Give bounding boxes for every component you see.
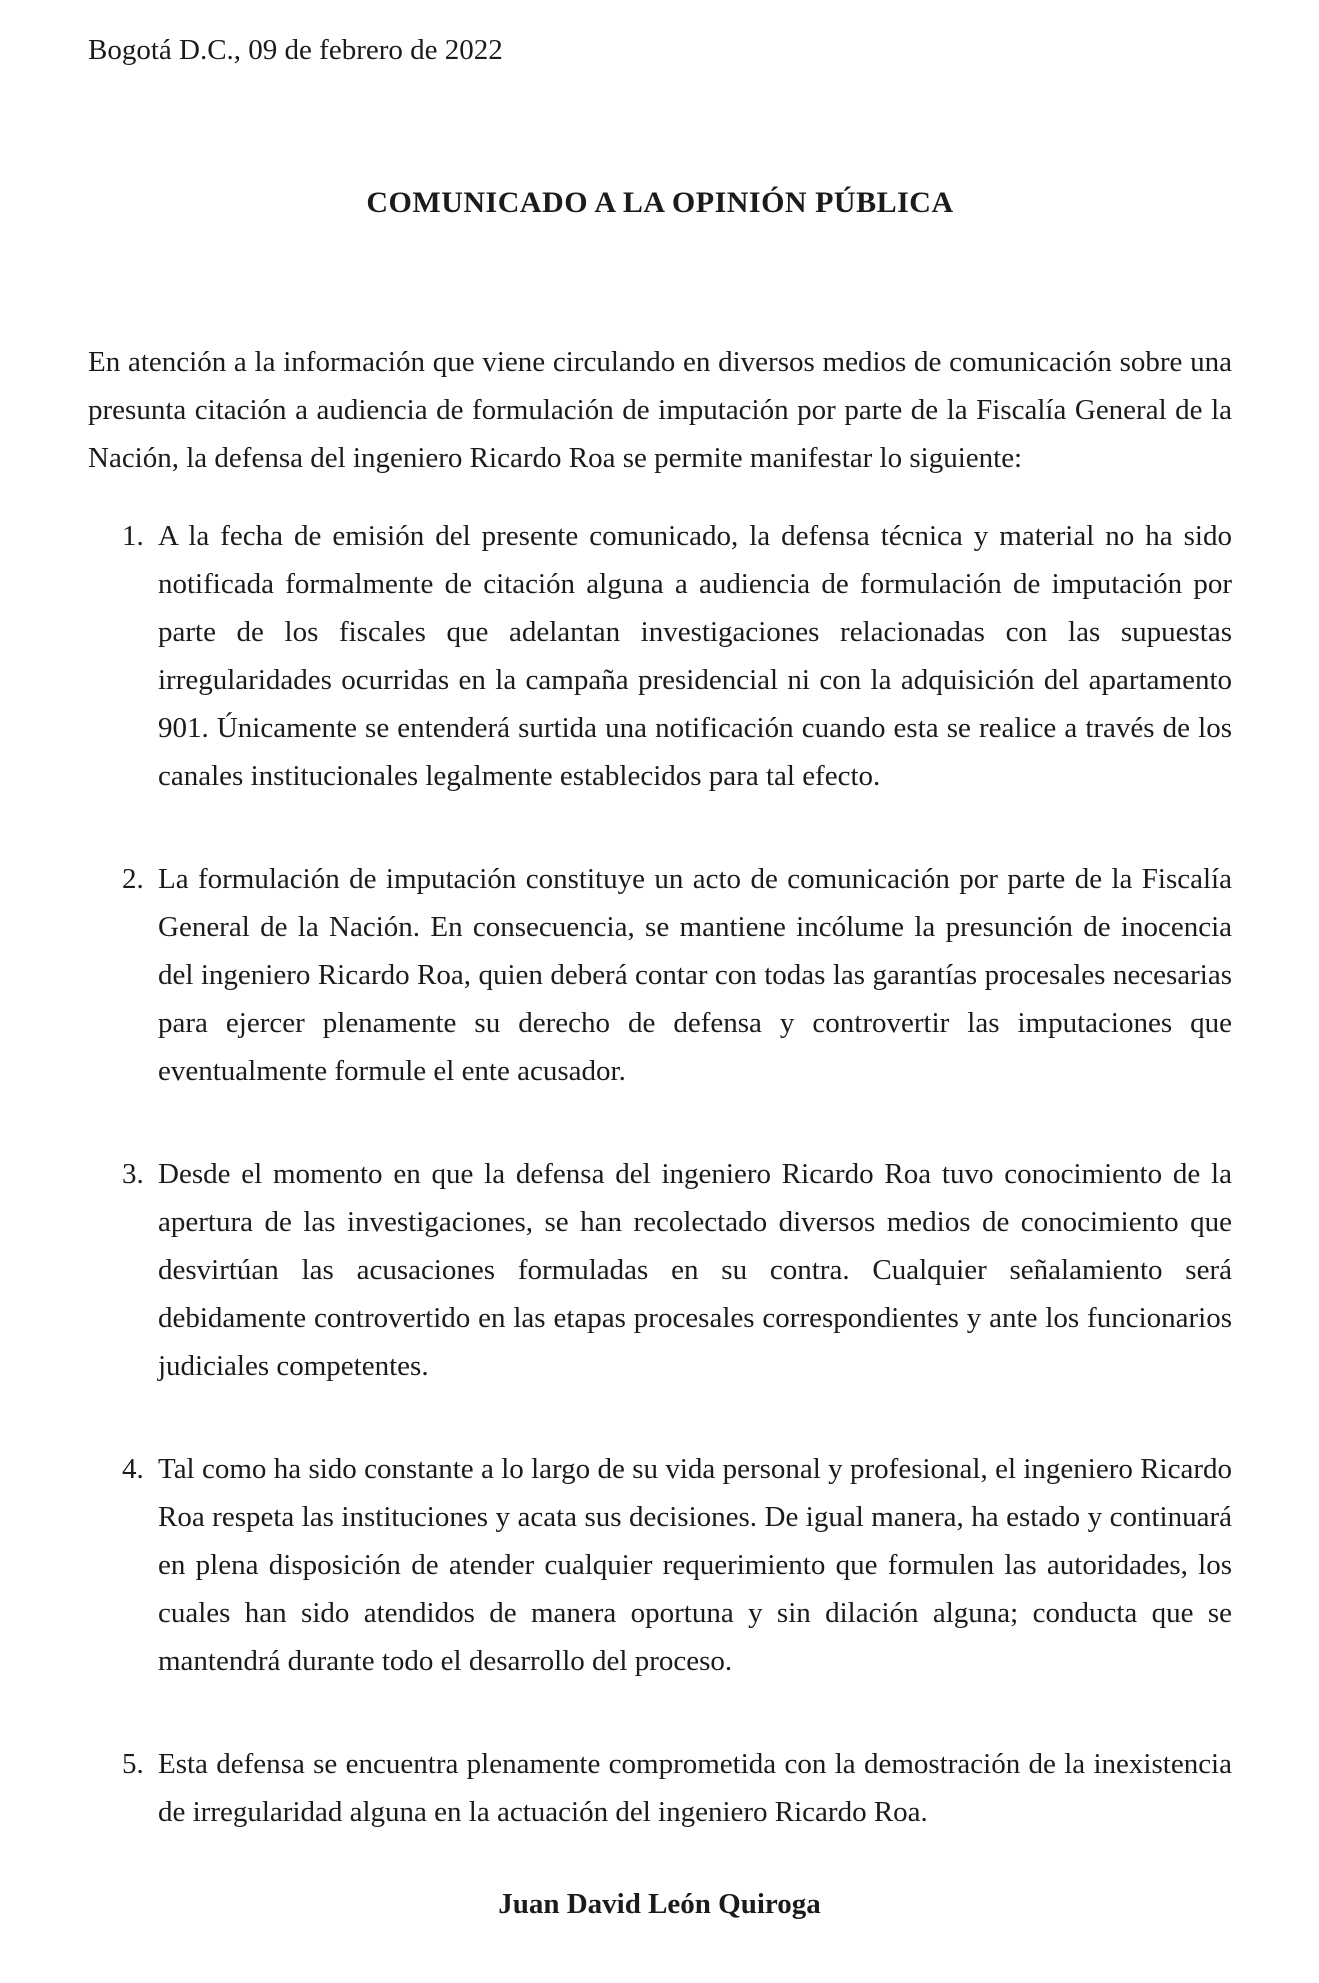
page-title: COMUNICADO A LA OPINIÓN PÚBLICA (366, 186, 954, 219)
intro-paragraph: En atención a la información que viene circulando en diversos medios de comunicación sobre una presunta citación a audiencia de formulación de imputación por parte de la Fiscalía General de la Nación, la defensa del ingeniero Ricardo Roa se permite manifestar lo siguiente: (88, 346, 1232, 474)
list-item-text: A la fecha de emisión del presente comunicado, la defensa técnica y material no ha sido notificada formalmente de citación alguna a audiencia de formulación de imputación por parte de los fiscales que adelantan investigaciones relacionadas con las supuestas irregularidades ocurridas en la campaña presidencial ni con la adquisición del apartamento 901. Únicamente se entenderá surtida una notificación cuando esta se realice a través de los canales institucionales legalmente establecidos para tal efecto. (158, 520, 1232, 792)
list-item (88, 1445, 1232, 1685)
date-line: Bogotá D.C., 09 de febrero de 2022 (88, 34, 503, 66)
list-item-number: 4. (122, 1453, 144, 1485)
signature-name: Juan David León Quiroga (498, 1888, 821, 1920)
list-item-number: 1. (122, 520, 144, 552)
list-item (88, 1150, 1232, 1390)
list-item (88, 855, 1232, 1095)
list-item-number: 2. (122, 863, 144, 895)
list-item-number: 3. (122, 1158, 144, 1190)
numbered-list (88, 512, 1232, 1836)
list-item-text: Desde el momento en que la defensa del ingeniero Ricardo Roa tuvo conocimiento de la apertura de las investigaciones, se han recolectado diversos medios de conocimiento que desvirtúan las acusaciones formuladas en su contra. Cualquier señalamiento será debidamente controvertido en las etapas procesales correspondientes y ante los funcionarios judiciales competentes. (158, 1158, 1232, 1382)
list-item-number: 5. (122, 1748, 144, 1780)
list-item-text: Esta defensa se encuentra plenamente comprometida con la demostración de la inexistencia de irregularidad alguna en la actuación del ingeniero Ricardo Roa. (158, 1748, 1232, 1828)
list-item (88, 512, 1232, 800)
list-item-text: La formulación de imputación constituye un acto de comunicación por parte de la Fiscalía General de la Nación. En consecuencia, se mantiene incólume la presunción de inocencia del ingeniero Ricardo Roa, quien deberá contar con todas las garantías procesales necesarias para ejercer plenamente su derecho de defensa y controvertir las imputaciones que eventualmente formule el ente acusador. (158, 863, 1232, 1087)
list-item (88, 1740, 1232, 1836)
list-item-text: Tal como ha sido constante a lo largo de su vida personal y profesional, el ingeniero Ricardo Roa respeta las instituciones y acata sus decisiones. De igual manera, ha estado y continuará en plena disposición de atender cualquier requerimiento que formulen las autoridades, los cuales han sido atendidos de manera oportuna y sin dilación alguna; conducta que se mantendrá durante todo el desarrollo del proceso. (158, 1453, 1232, 1677)
